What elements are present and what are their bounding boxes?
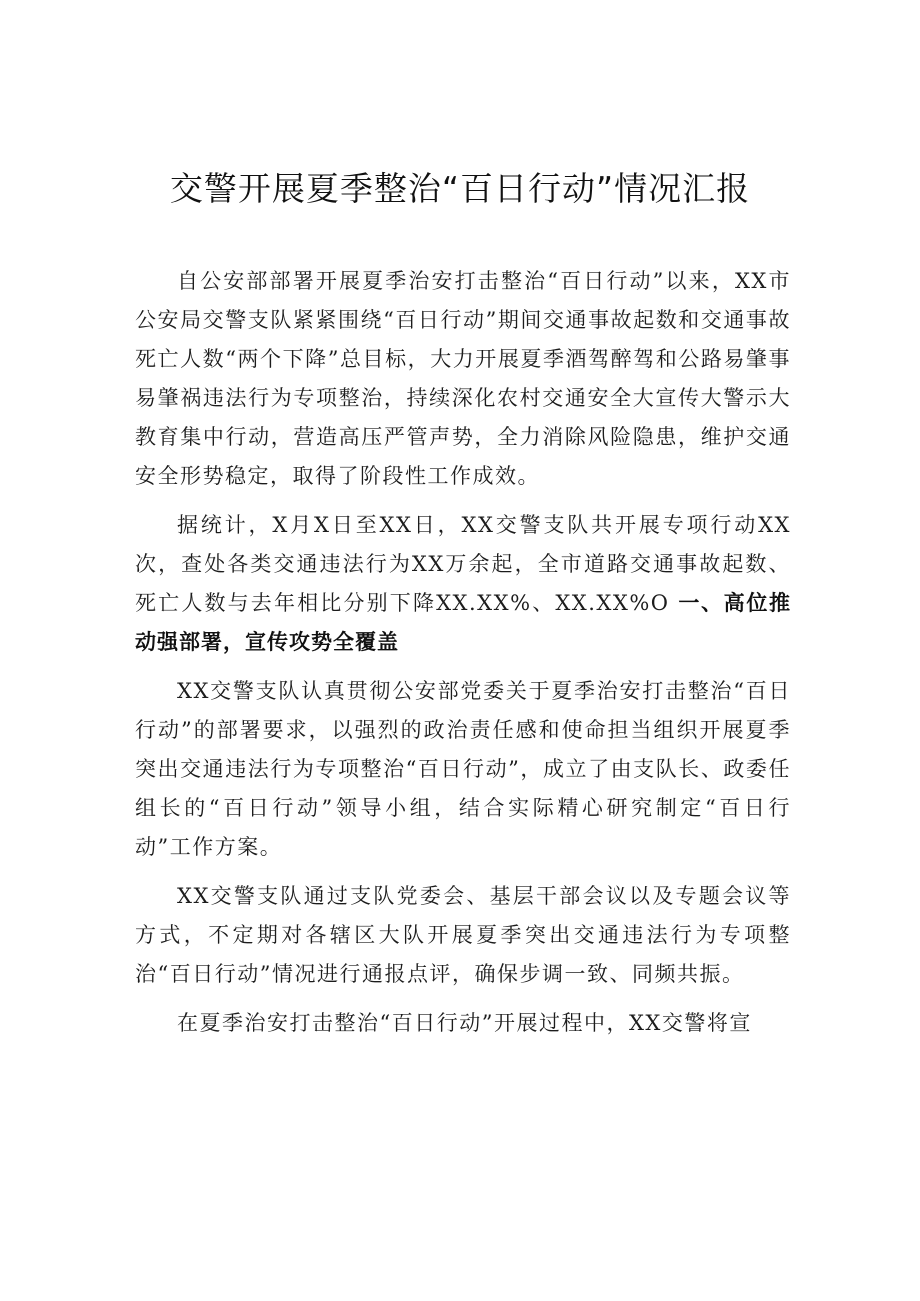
document-body <box>135 262 791 1053</box>
paragraph-deployment: XX交警支队认真贯彻公安部党委关于夏季治安打击整治“百日行动”的部署要求，以强烈的政治责任感和使命担当组织开展夏季突出交通违法行为专项整治“百日行动”，成立了由支队长、政委任组长的“百日行动”领导小组，结合实际精心研究制定“百日行动”工作方案。 <box>135 679 791 859</box>
paragraph-statistics <box>135 506 791 662</box>
statistics-text: 据统计，X月X日至XX日，XX交警支队共开展专项行动XX次，查处各类交通违法行为XX万余起，全市道路交通事故起数、死亡人数与去年相比分别下降XX.XX%、XX.XX%O <box>135 513 791 615</box>
paragraph-meetings: XX交警支队通过支队党委会、基层干部会议以及专题会议等方式，不定期对各辖区大队开展夏季突出交通违法行为专项整治“百日行动”情况进行通报点评，确保步调一致、同频共振。 <box>135 884 791 986</box>
paragraph-intro: 自公安部部署开展夏季治安打击整治“百日行动”以来，XX市公安局交警支队紧紧围绕“百日行动”期间交通事故起数和交通事故死亡人数“两个下降”总目标，大力开展夏季酒驾醉驾和公路易肇事易肇祸违法行为专项整治，持续深化农村交通安全大宣传大警示大教育集中行动，营造高压严管声势，全力消除风险隐患，维护交通安全形势稳定，取得了阶段性工作成效。 <box>135 269 791 488</box>
section-heading-1: 一、高位推动强部署，宣传攻势全覆盖 <box>135 591 791 654</box>
document-title: 交警开展夏季整治“百日行动”情况汇报 <box>169 169 751 208</box>
paragraph-publicity: 在夏季治安打击整治“百日行动”开展过程中，XX交警将宣 <box>177 1011 752 1035</box>
